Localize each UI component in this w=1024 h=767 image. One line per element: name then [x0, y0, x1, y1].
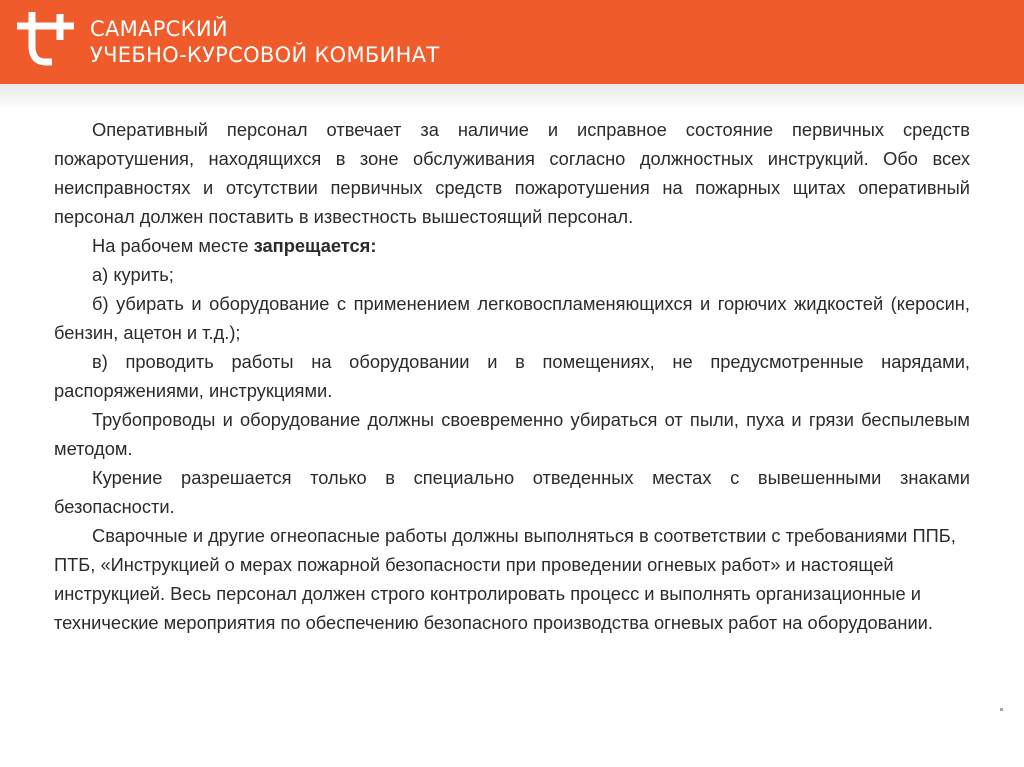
header-bar [0, 0, 1024, 84]
prohibited-prefix: На рабочем месте [92, 235, 254, 256]
paragraph-prohibited-heading [54, 231, 970, 260]
organization-name-line2: УЧЕБНО-КУРСОВОЙ КОМБИНАТ [90, 43, 440, 67]
list-item-c: в) проводить работы на оборудовании и в помещениях, не предусмотренные нарядами, распоряжениями, инструкциями. [54, 351, 970, 401]
paragraph-operational-staff: Оперативный персонал отвечает за наличие и исправное состояние первичных средств пожаротушения, находящихся в зоне обслуживания согласно должностных инструкций. Обо всех неисправностях и отсутствии первичных средств пожаротушения на пожарных щитах оперативный персонал должен поставить в известность вышестоящий персонал. [54, 119, 970, 227]
prohibited-bold: запрещается: [253, 235, 377, 256]
company-logo-icon [12, 10, 78, 70]
slide-dot-marker [1000, 708, 1003, 711]
list-item-b: б) убирать и оборудование с применением легковоспламеняющихся и горючих жидкостей (керосин, бензин, ацетон и т.д.); [54, 293, 970, 343]
header-shadow [0, 84, 1024, 110]
paragraph-smoking: Курение разрешается только в специально отведенных местах с вывешенными знаками безопасности. [54, 467, 970, 517]
organization-name-line1: САМАРСКИЙ [90, 17, 228, 41]
paragraph-welding: Сварочные и другие огнеопасные работы должны выполняться в соответствии с требованиями ППБ, ПТБ, «Инструкцией о мерах пожарной безопасности при проведении огневых работ» и настоящей инструкцией. Весь персонал должен строго контролировать процесс и выполнять организационные и технические мероприятия по обеспечению безопасного производства огневых работ на оборудовании. [54, 525, 956, 633]
organization-name [90, 16, 440, 68]
list-item-a: а) курить; [92, 264, 174, 285]
document-body [54, 115, 970, 637]
paragraph-pipelines: Трубопроводы и оборудование должны своевременно убираться от пыли, пуха и грязи беспылевым методом. [54, 409, 970, 459]
